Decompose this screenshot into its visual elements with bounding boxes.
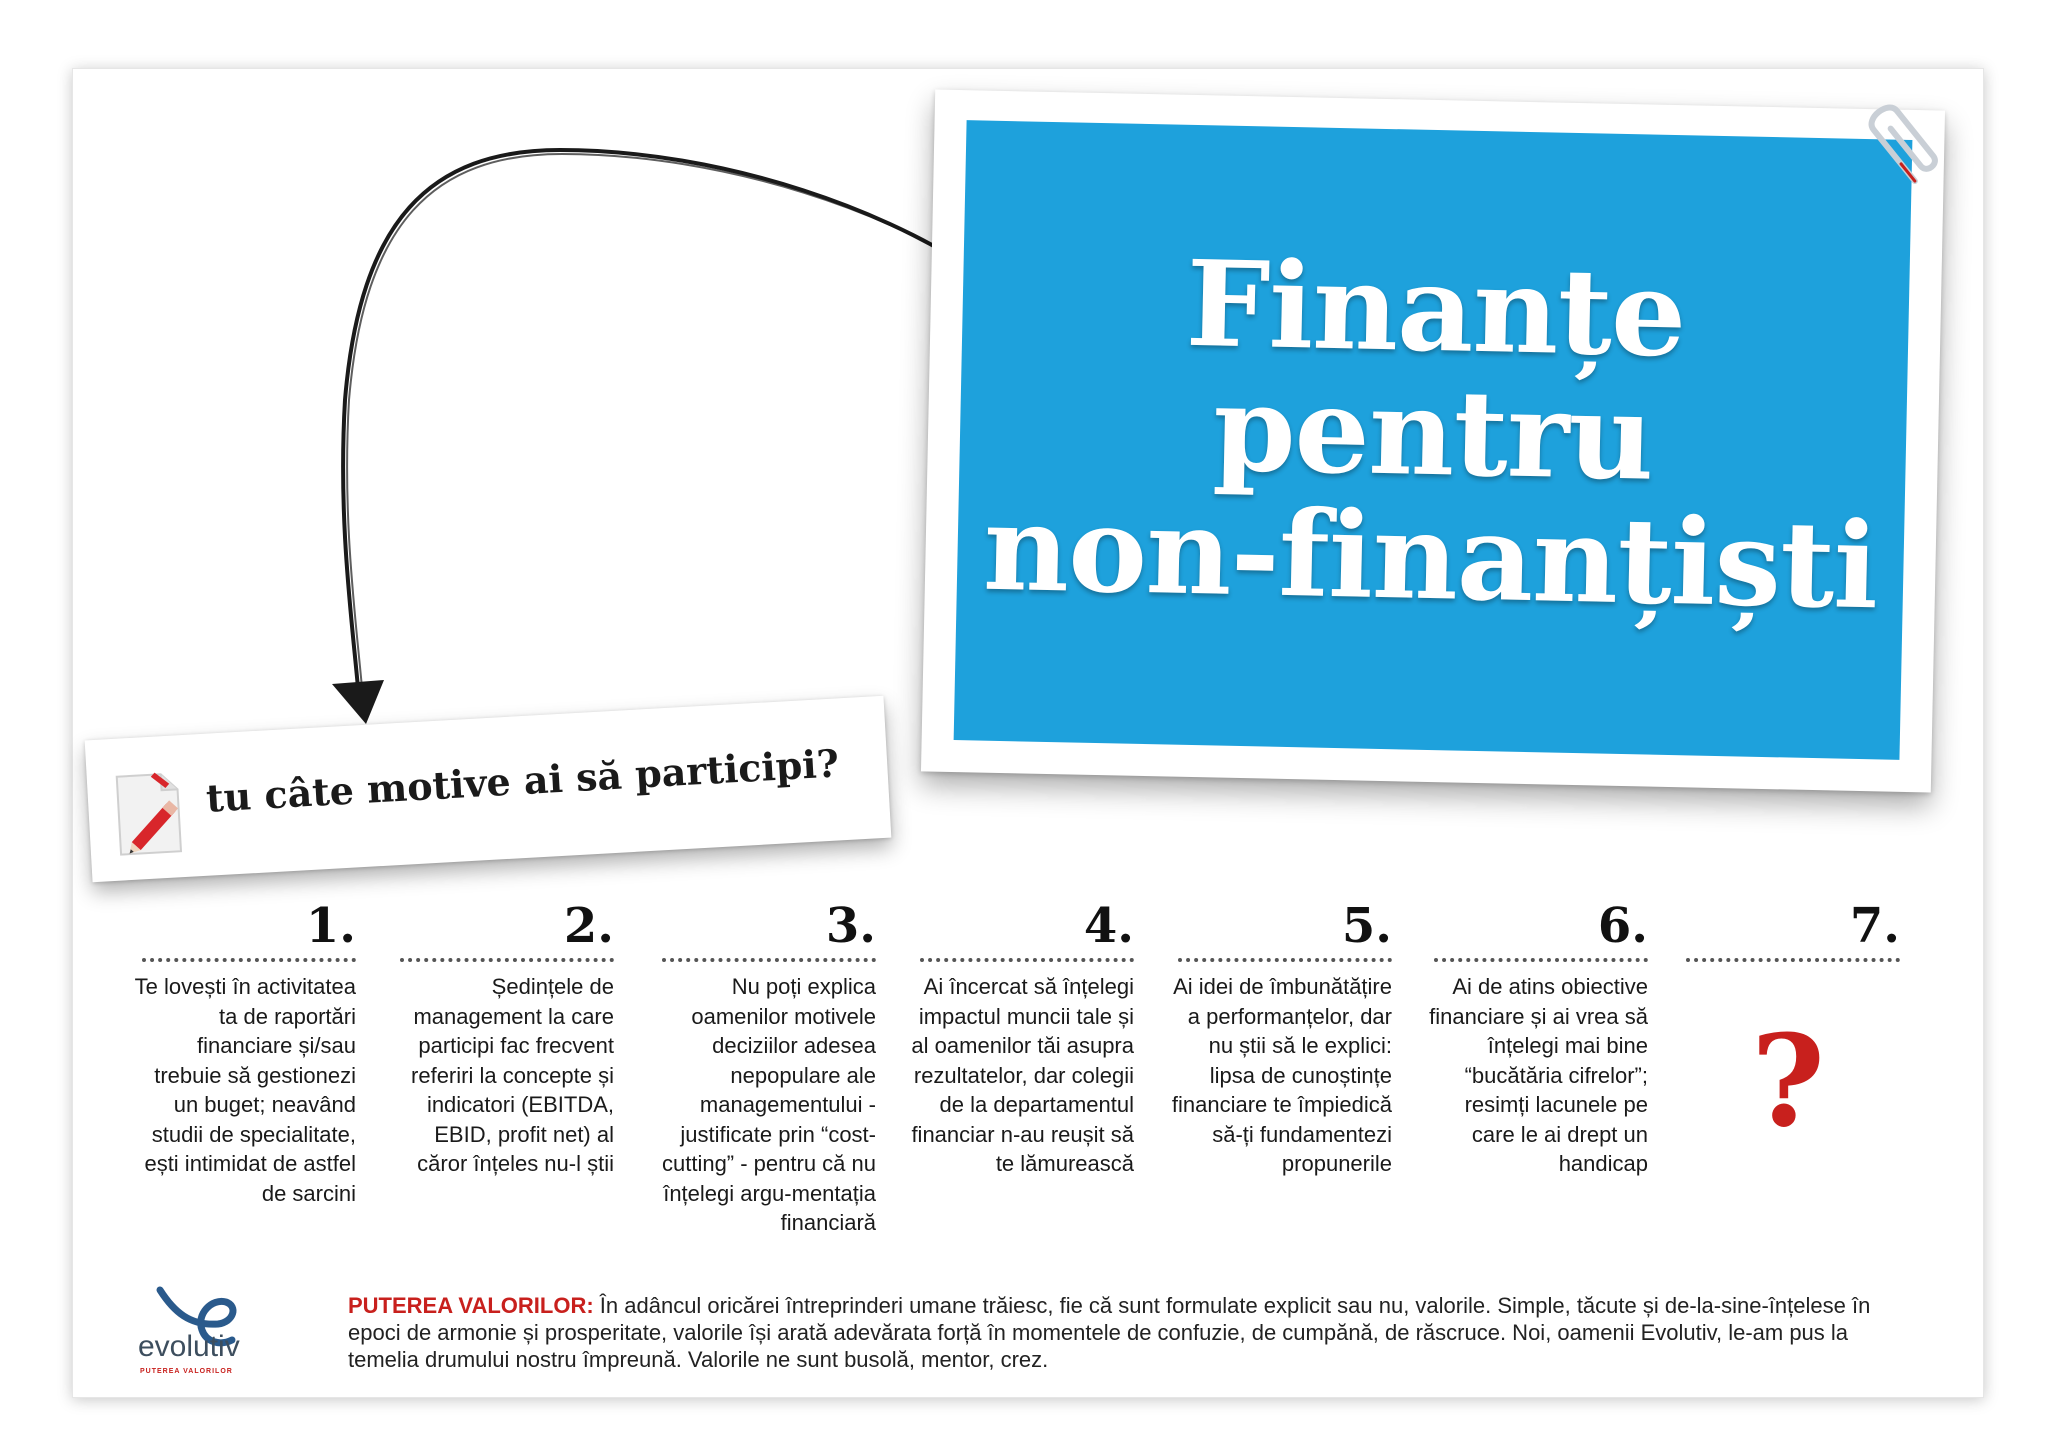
reason-4 (910, 898, 1134, 1179)
reason-text: Ai încercat să înțelegi impactul muncii tale și al oamenilor tăi asupra rezultatelor, dar colegii de la departamentul financiar n-au reușit să te lămurească (911, 974, 1134, 1176)
pencil-document-icon (111, 769, 196, 859)
reason-number: 1. (305, 898, 356, 954)
reason-3 (652, 898, 876, 1238)
reason-5 (1168, 898, 1392, 1179)
reason-number: 7. (1849, 898, 1900, 954)
title-line-2: pentru (1211, 358, 1655, 507)
reason-number: 3. (825, 898, 876, 954)
reason-number: 6. (1597, 898, 1648, 954)
question-mark: ? (1751, 1007, 1825, 1155)
dotted-divider (1686, 958, 1900, 962)
reason-number: 4. (1083, 898, 1134, 954)
dotted-divider (142, 958, 356, 962)
reason-text: Ai idei de îmbunătățire a performanțelor, dar nu știi să le explici: lipsa de cunoștințe financiare te împiedică să-ți fundamentezi propunerile (1171, 974, 1392, 1176)
page-title (982, 233, 1884, 636)
dotted-divider (1178, 958, 1392, 962)
reason-2 (390, 898, 614, 1179)
dotted-divider (920, 958, 1134, 962)
logo-tagline: PUTEREA VALORILOR (140, 1368, 233, 1375)
dotted-divider (400, 958, 614, 962)
reason-text: Ai de atins obiective financiare și ai vrea să înțelegi mai bine “bucătăria cifrelor”; resimți lacunele pe care le ai drept un handicap (1429, 974, 1648, 1176)
values-label: PUTEREA VALORILOR: (348, 1293, 594, 1318)
values-statement (348, 1292, 1908, 1373)
dotted-divider (662, 958, 876, 962)
paperclip-icon (1847, 87, 1959, 199)
reason-6 (1424, 898, 1648, 1179)
reason-text: Nu poți explica oamenilor motivele deciziilor adesea nepopulare ale managementului - justificate prin “cost-cutting” - pentru că nu înțelegi argu-mentația financiară (661, 974, 876, 1235)
reason-1 (132, 898, 356, 1208)
title-line-1: Finanțe (1184, 233, 1687, 384)
title-line-3: non-finanțiști (982, 477, 1879, 636)
dotted-divider (1434, 958, 1648, 962)
reason-7 (1676, 898, 1900, 1155)
values-text: În adâncul oricărei întreprinderi umane trăiesc, fie că sunt formulate explicit sau nu, valorile. Simple, tăcute și de-la-sine-înțelese în epoci de armonie și prosperitate, valorile își arată adevărata forță în momentele de confuzie, de cumpănă, de răscruce. Noi, oamenii Evolutiv, le-am pus la temelia drumului nostru împreună. Valorile ne sunt busolă, mentor, crez. (348, 1293, 1871, 1372)
banner-text: tu câte motive ai să participi? (204, 740, 841, 821)
title-card (921, 89, 1945, 792)
logo-wordmark: evolutiv (138, 1330, 240, 1363)
reason-number: 5. (1341, 898, 1392, 954)
reason-text: Te lovești în activitatea ta de raportări financiare și/sau trebuie să gestionezi un buget; neavând studii de specialitate, ești intimidat de astfel de sarcini (134, 974, 356, 1206)
title-panel (954, 120, 1913, 760)
reason-number: 2. (563, 898, 614, 954)
reason-text: Ședințele de management la care participi fac frecvent referiri la concepte și indicatori (EBITDA, EBID, profit net) al căror înțeles nu-l știi (411, 974, 614, 1176)
